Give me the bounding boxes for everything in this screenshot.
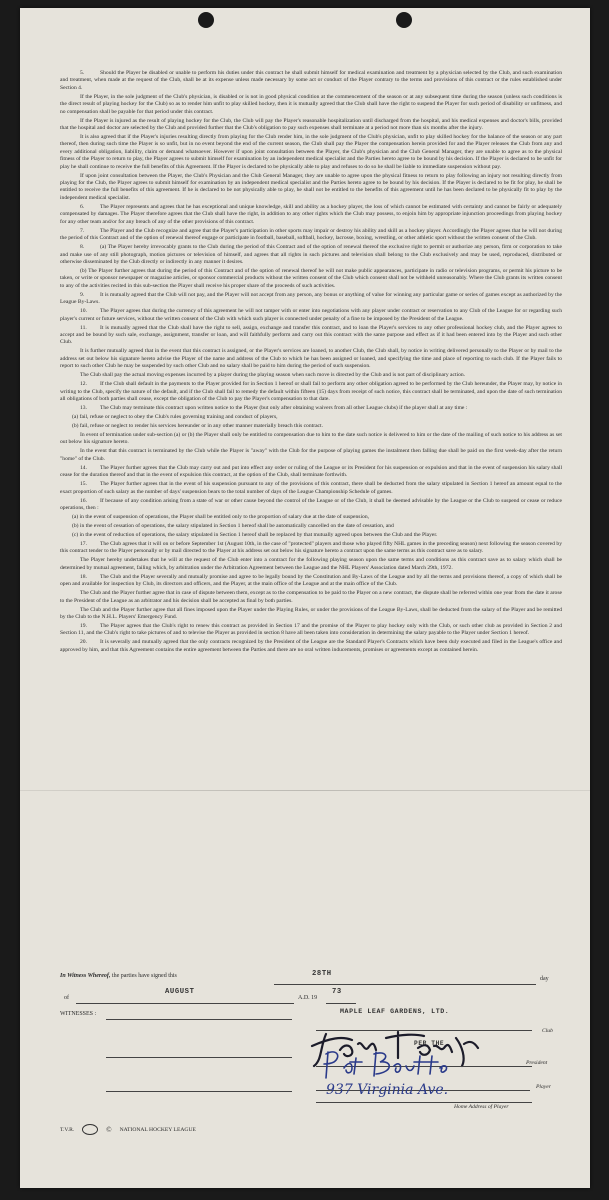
contract-page [20, 8, 590, 1188]
clause-text: The Player agrees that the Club's right to renew this contract as provided in Section 17 and the promise of the Player to play hockey only with the Club, or such other club as provided in Section 2 and Section 11, and the Club's right to take pictures of and to televise the Player as provided in section 8 have all been taken into consideration in determining the salary payable to the Player under Section 1 hereof. [60, 623, 562, 637]
president-label: President [526, 1060, 548, 1066]
clause-text: The Player and the Club recognize and agree that the Player's participation in other sports may impair or destroy his ability and skill as a hockey player. Accordingly the Player agrees that he will not during the period of this Contract and of the option of renewal thereof engage or participate in football, baseball, softball, hockey, lacrosse, boxing, wrestling, or other athletic sport without the written consent of the Club. [60, 227, 562, 242]
clause-text: If upon joint consultation between the Player, the Club's Physician and the Club General Manager, they are unable to agree upon the physical fitness to return to play following an injury not resulting directly from playing for the Club, the Player agrees to submit himself for examination by an independent medical specialist and the Parties hereto agree to be bound by his decision. If the Player is declared to be fit for play, he shall be entitled to receive the full benefits of this agreement. If he is declared to be not physically able to play, he shall not be entitled to the benefits of this agreement until he has been declared to be physically fit to play by the independent medical specialist. [60, 172, 562, 201]
year-line [326, 1003, 356, 1004]
ad-label: A.D. 19 [298, 995, 318, 1001]
clause-text: In the event that this contract is terminated by the Club while the Player is "away" with the Club for the purpose of playing games the instalment then falling due shall be paid on the first week-day after the return "home" of the Club. [60, 448, 562, 462]
clause-paragraph [60, 268, 562, 290]
month-value: AUGUST [165, 988, 195, 996]
clause-text: It is severally and mutually agreed that the only contracts recognized by the President of the League are the Standard Player's Contracts which have been duly executed and filed in the League's office and approved by him, and that this Agreement contains the entire agreement between the Parties and there are no oral written inducements, promises or agreements except as contained herein. [60, 639, 562, 653]
witness-line-3 [106, 1091, 292, 1092]
copyright-symbol: © [106, 1125, 112, 1134]
clause-paragraph [60, 448, 562, 463]
clause-number: 8. [80, 244, 85, 251]
clause-paragraph [60, 348, 562, 370]
clause-number: 6. [80, 203, 85, 210]
clause-paragraph [60, 292, 562, 307]
clause-paragraph [60, 557, 562, 572]
of-label: of [64, 995, 69, 1001]
clause-text: It is further mutually agreed that in the event that this contract is assigned, or the Player's services are loaned, to another Club, the Club shall, by notice in writing delivered personally to the Player or by mail to the address set out below his signature hereto advise the Player of the name and address of the Club to which he has been assigned or loaned, and specifying the time and place of reporting to such club. If the Player fails to report to such other Club he may be suspended by such other Club and no salary shall be paid to him during the period of such suspension. [60, 348, 562, 370]
clause-paragraph [60, 514, 562, 521]
clause-paragraph [60, 405, 562, 412]
clause-number: 14. [80, 464, 87, 471]
clause-text: It is mutually agreed that the Club will not pay, and the Player will not accept from any person, any bonus or anything of value for winning any particular game or series of games except as authorized by the League By-Laws. [60, 291, 562, 306]
clause-paragraph [60, 228, 562, 243]
witness-lead: In Witness Whereof, [60, 973, 111, 979]
clause-text: (a) fail, refuse or neglect to obey the Club's rules governing training and conduct of players, [72, 413, 278, 420]
clause-number: 20. [80, 639, 87, 646]
clause-paragraph [60, 541, 562, 556]
clause-paragraph [60, 372, 562, 379]
day-label: day [540, 976, 549, 982]
clause-number: 18. [80, 573, 87, 580]
month-line [76, 1003, 294, 1004]
clause-paragraph [60, 532, 562, 539]
clause-paragraph [60, 590, 562, 605]
clause-paragraph [60, 432, 562, 447]
league-name: NATIONAL HOCKEY LEAGUE [119, 1126, 196, 1133]
clause-paragraph [60, 118, 562, 133]
address-line [316, 1102, 532, 1103]
club-name: MAPLE LEAF GARDENS, LTD. [340, 1008, 450, 1015]
clause-text: The Player further agrees that the Club may carry out and put into effect any order or ruling of the League or its President for his suspension or expulsion and that in the event of suspension his salary shall cease for the duration thereof and that in the event of expulsion this contract, at the option of the Club, shall terminate forthwith. [60, 464, 562, 479]
clause-paragraph [60, 498, 562, 513]
per-the: PER THE [414, 1040, 445, 1047]
witnesses-label: WITNESSES : [60, 1011, 97, 1017]
binder-hole-right [396, 12, 412, 28]
clause-paragraph [60, 94, 562, 116]
clause-number: 11. [80, 324, 87, 331]
clause-text: Should the Player be disabled or unable to perform his duties under this contract he shall submit himself for medical examination and treatment by a physician selected by the Club, and such examination and treatment, when made at the request of the Club, shall be at its expense unless made necessary by some act or conduct of the Player contrary to the terms and provisions of this contract or the rules established under Section 4. [60, 70, 562, 91]
clause-text: The Club and the Player severally and mutually promise and agree to be legally bound by the Constitution and By-Laws of the League and by all the terms and provisions thereof, a copy of which shall be open and available for inspection by Club, its directors and officers, and the Player, at the main office of the League and at the main office of the Club. [60, 573, 562, 588]
clause-text: If the Player is injured as the result of playing hockey for the Club, the Club will pay the Player's reasonable hospitalization until discharged from the hospital, and his medical expenses and doctor's bills, provided that the hospital and doctor are selected by the Club and provided further that the Club's obligation to pay such expenses shall terminate at a period not more than six months after the injury. [60, 117, 562, 132]
union-label-icon [82, 1124, 98, 1135]
home-address-label: Home Address of Player [454, 1104, 509, 1110]
clause-text: The Club and the Player further agree that all fines imposed upon the Player under the Playing Rules, or under the provisions of the League By-Laws, shall be deducted from the salary of the Player and be remitted by the Club to the N.H.L. Players' Emergency Fund. [60, 606, 562, 621]
clause-paragraph [60, 70, 562, 92]
clause-paragraph [60, 574, 562, 589]
clause-text: (b) in the event of cessation of operations, the salary stipulated in Section 1 hereof shall be automatically cancelled on the date of cessation, and [72, 523, 394, 529]
clause-paragraph [60, 481, 562, 496]
clause-text: If the Club shall default in the payments to the Player provided for in Section 1 hereof or shall fail to perform any other obligation agreed to be performed by the Club hereunder, the Player may, by notice in writing to the Club, specify the nature of the default, and if the Club shall fail to remedy the default within fifteen (15) days from receipt of such notice, this contract shall be terminated, and upon the date of such termination all obligations of both parties shall cease, except the obligation of the Club to pay the Player's compensation to that date. [60, 381, 562, 402]
clause-paragraph [60, 414, 562, 421]
clause-text: (b) The Player further agrees that during the period of this Contract and of the option of renewal thereof he will not make public appearances, participate in radio or television programs, or permit his picture to be taken, or write or sponsor newspaper or magazine articles, or sponsor commercial products without the written consent of the Club which consent shall not be withheld unreasonably. Where the Club grants its written consent to any of the activities recited in this sub-section the Player shall receive his proper share of the proceeds of such activities. [60, 267, 562, 289]
clause-number: 19. [80, 623, 87, 630]
clause-paragraph [60, 244, 562, 266]
player-home-address: 937 Virginia Ave. [326, 1082, 449, 1098]
clause-text: The Club agrees that it will on or before September 1st (August 10th, in the case of "protected" players and those who played fifty NHL games in the preceding season) next following the season covered by this contract tender to the Player personally or by mail directed to the Player at his address set out below his signature hereto a contract upon the same terms as this contract save as to salary. [60, 541, 562, 555]
clause-text: In event of termination under sub-section (a) or (b) the Player shall only be entitled to compensation due to him to the date such notice is delivered to him or the date of the mailing of such notice to his address as set out below his signature hereto. [60, 431, 562, 446]
year-value: 73 [332, 988, 342, 996]
clause-paragraph [60, 623, 562, 638]
clause-paragraph [60, 134, 562, 171]
clause-text: The Player represents and agrees that he has exceptional and unique knowledge, skill and ability as a hockey player, the loss of which cannot be estimated with certainty and cannot be fairly or adequately compensated by damages. The Player therefore agrees that the Club shall have the right, in addition to any other rights which the Club may possess, to enjoin him by appropriate injunction proceedings from playing hockey for any other team and/or for any breach of any of the other provisions of this contract. [60, 203, 562, 225]
clause-number: 9. [80, 291, 85, 298]
clause-text: The Player agrees that during the currency of this agreement he will not tamper with or enter into negotiations with any player under contract or reservation to any Club of the League for or regarding such player's current or future services, without the written consent of the Club with which such player is connected under penalty of a fine to be imposed by the President of the League. [60, 308, 562, 322]
clause-paragraph [60, 423, 562, 430]
clause-text: The Club may terminate this contract upon written notice to the Player (but only after obtaining waivers from all other League clubs) if the player shall at any time : [100, 404, 468, 411]
clause-text: (a) The Player hereby irrevocably grants to the Club during the period of this Contract and of the option of renewal thereof the exclusive right to permit or authorize any person, firm or corporation to take and make use of any still photograph, motion pictures or television of himself, and agrees that all rights in such pictures and television shall belong to the Club exclusively and may be used, reproduced, distributed or otherwise disseminated by the Club directly or indirectly in any manner it desires. [60, 244, 562, 265]
clause-paragraph [60, 204, 562, 226]
clause-paragraph [60, 173, 562, 203]
clause-text: (c) in the event of reduction of operations, the salary stipulated in Section 1 hereof shall be replaced by that mutually agreed upon between the Club and the Player. [72, 532, 438, 538]
clause-text: If the Player, in the sole judgment of the Club's physician, is disabled or is not in good physical condition at the commencement of the season or at any subsequent time during the season (unless such conditions is the direct result of playing hockey for the Club) so as to render him unfit to play skilled hockey, then it is mutually agreed that the Club shall have the right to suspend the Player for such period of disability or unfitness, and no compensation shall be payable for that period under this contract. [60, 93, 562, 115]
clause-text: The Player hereby undertakes that he will at the request of the Club enter into a contract for the following playing season upon the same terms and conditions as this contract save as to salary which shall be determined by mutual agreement, failing which, by arbitration under the Arbitration Agreement between the League and the NHL Players' Association dated March 29th, 1972. [60, 557, 562, 571]
printer-mark: T.V.R. [60, 1126, 75, 1133]
clause-number: 5. [80, 70, 85, 76]
clause-text: The Club and the Player further agree that in case of dispute between them, except as to the compensation to be paid to the Player on a new contract, the dispute shall be referred within one year from the date it arose to the President of the League as an arbitrator and his decision shall be accepted as final by both parties. [60, 590, 562, 604]
clause-text: It is also agreed that if the Player's injuries resulting directly from playing for the Club render him, in the sole judgment of the Club's physician, unfit to play skilled hockey for the balance of the season or any part thereof, then during such time the Player is so unfit, but in no event beyond the end of the current season, the Club shall pay the Player the compensation herein provided for and the Player releases the Club from any and every additional obligation, liability, claim or demand whatsoever. However if upon joint consultation between the Player, the Club's physician and the Club General Manager, they are unable to agree as to the physical fitness of the Player to return to play, the Player agrees to submit himself for examination by an independent medical specialist and the Parties hereto agree to be bound by his decision. If the Player is declared to be unfit for play he shall continue to receive the full benefits of this Agreement. If the Player is declared to be physically able to play and refuses to do so he shall be liable to immediate suspension without pay. [60, 134, 562, 170]
clause-number: 15. [80, 481, 87, 488]
clause-text: The Club shall pay the actual moving expenses incurred by a player during the playing season when such move is directed by the Club and is not part of disciplinary action. [80, 372, 466, 379]
clause-paragraph [60, 381, 562, 403]
clause-number: 7. [80, 227, 85, 234]
clause-text: It is mutually agreed that the Club shall have the right to sell, assign, exchange and transfer this contract, and to loan the Player's services to any other professional hockey club, and the Player agrees to accept and be bound by such sale, exchange, assignment, transfer or loan, and will faithfully perform and carry out this contract with the same purpose and effect as if it had been entered into by the Player and such other Club. [60, 324, 562, 346]
witness-rest: the parties have signed this [111, 973, 177, 979]
page-footer [60, 1124, 196, 1135]
day-line [274, 984, 536, 985]
clause-text: (b) fail, refuse or neglect to render his services hereunder or in any other manner materially breach this contract. [72, 422, 323, 429]
player-label: Player [536, 1084, 551, 1090]
clause-number: 12. [80, 381, 87, 388]
witness-line-2 [106, 1057, 292, 1058]
clause-paragraph [60, 639, 562, 654]
binder-hole-left [198, 12, 214, 28]
witness-line [60, 973, 177, 979]
paper-fold [20, 790, 590, 791]
witness-line-1 [106, 1019, 292, 1020]
clause-text: If because of any condition arising from a state of war or other cause beyond the control of the League or of the Club, it shall be deemed advisable by the League or the Club to suspend or cease or reduce operations, then : [60, 497, 562, 511]
clause-number: 10. [80, 308, 87, 315]
clause-number: 13. [80, 404, 87, 411]
clause-number: 17. [80, 541, 87, 547]
player-signature [320, 1048, 470, 1082]
clause-text: The Player further agrees that in the event of his suspension pursuant to any of the provisions of this contract, there shall be deducted from the salary stipulated in Section 1 hereof an amount equal to the exact proportion of such salary as the number of days' suspension bears to the total number of days of the League Championship Schedule of games. [60, 481, 562, 495]
clause-paragraph [60, 523, 562, 530]
club-label: Club [542, 1028, 553, 1034]
day-value: 28TH [312, 970, 332, 978]
clause-paragraph [60, 465, 562, 480]
clause-paragraph [60, 325, 562, 347]
contract-clauses [60, 70, 562, 656]
clause-paragraph [60, 308, 562, 323]
clause-paragraph [60, 607, 562, 622]
clause-number: 16. [80, 497, 87, 504]
clause-text: (a) in the event of suspension of operations, the Player shall be entitled only to the proportion of salary due at the date of suspension, [72, 514, 370, 520]
